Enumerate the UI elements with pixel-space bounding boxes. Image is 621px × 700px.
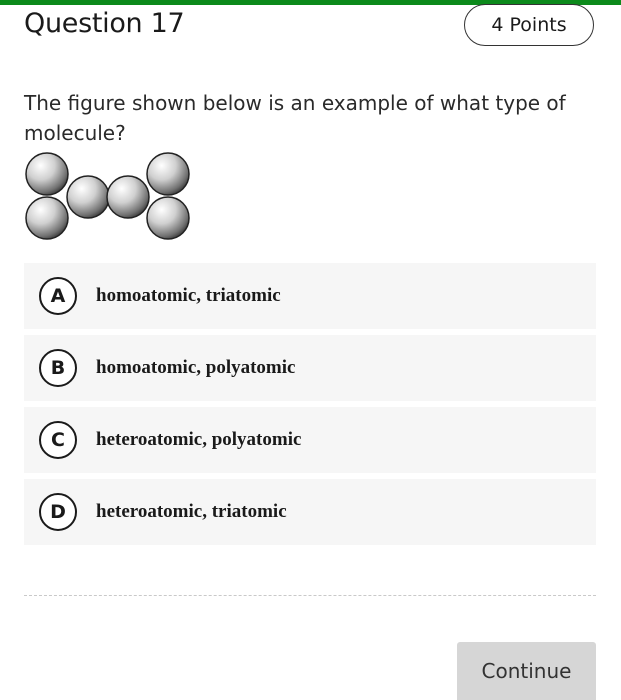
option-text-b: homoatomic, polyatomic: [96, 357, 296, 378]
option-text-d: heteroatomic, triatomic: [96, 501, 287, 522]
dashed-divider: [24, 595, 596, 596]
option-letter-a: A: [39, 277, 77, 315]
question-prompt: The figure shown below is an example of what type of molecule?: [24, 91, 566, 145]
atom-sphere: [107, 176, 149, 218]
molecule-figure: [24, 150, 192, 244]
molecule-spheres-icon: [24, 150, 192, 244]
option-text-a: homoatomic, triatomic: [96, 285, 281, 306]
question-title: Question 17: [24, 8, 185, 39]
atom-sphere: [67, 176, 109, 218]
atom-sphere: [26, 197, 68, 239]
option-a[interactable]: [24, 263, 596, 329]
continue-button[interactable]: Continue: [457, 642, 596, 700]
option-b[interactable]: [24, 335, 596, 401]
option-letter-b: B: [39, 349, 77, 387]
option-letter-c: C: [39, 421, 77, 459]
option-letter-d: D: [39, 493, 77, 531]
option-d[interactable]: [24, 479, 596, 545]
option-c[interactable]: [24, 407, 596, 473]
atom-sphere: [26, 153, 68, 195]
atom-sphere: [147, 153, 189, 195]
atom-sphere: [147, 197, 189, 239]
option-text-c: heteroatomic, polyatomic: [96, 429, 302, 450]
points-badge: 4 Points: [464, 4, 594, 46]
